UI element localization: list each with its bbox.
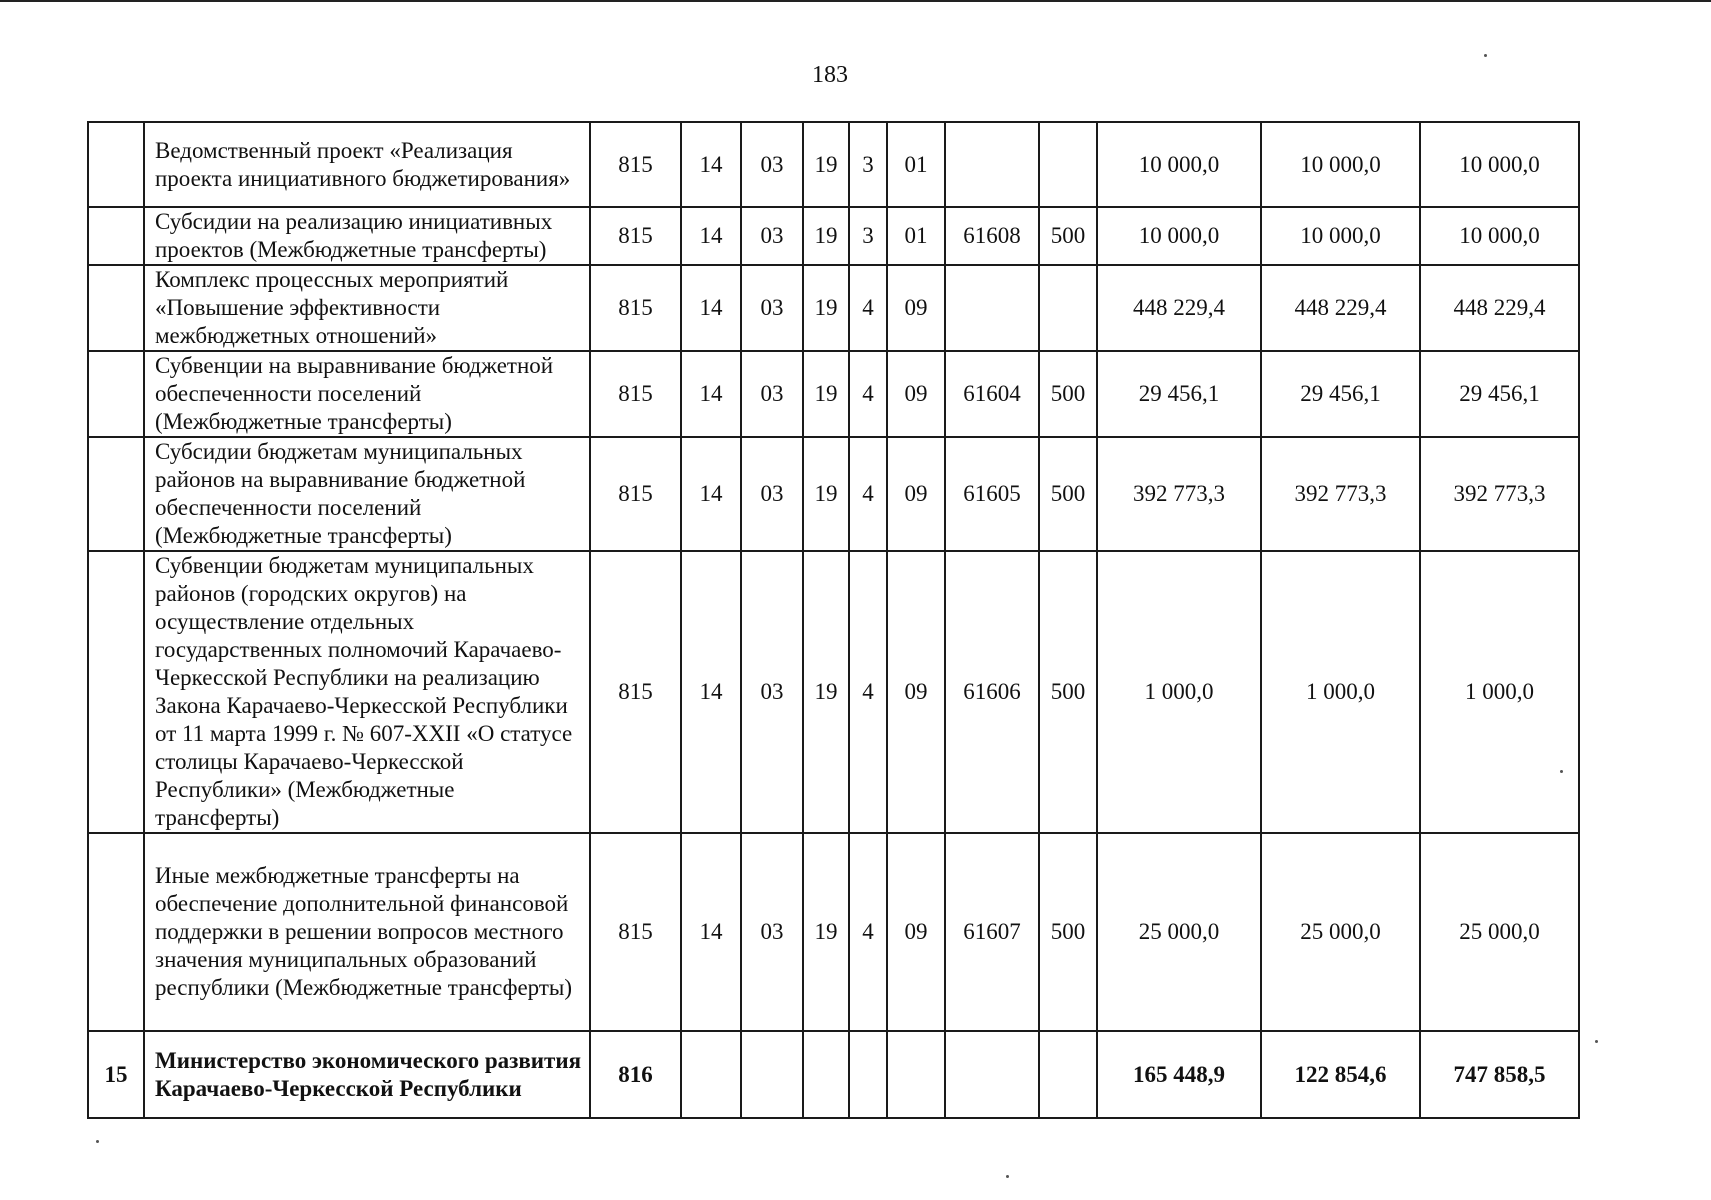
amount-3: 1 000,0 [1420, 551, 1579, 833]
subsection-code [741, 1031, 803, 1118]
expense-type-code [1039, 265, 1097, 351]
top-border-line [0, 0, 1711, 2]
table-row [88, 207, 1579, 265]
program-code: 19 [803, 122, 849, 207]
section-code: 14 [681, 437, 741, 551]
subprogram-code: 4 [849, 551, 887, 833]
direction-code: 61605 [945, 437, 1039, 551]
dept-code: 815 [590, 122, 681, 207]
event-code: 09 [887, 551, 945, 833]
program-code: 19 [803, 351, 849, 437]
subsection-code: 03 [741, 551, 803, 833]
subsection-code: 03 [741, 122, 803, 207]
amount-1: 25 000,0 [1097, 833, 1261, 1031]
expense-type-code [1039, 122, 1097, 207]
table-row [88, 122, 1579, 207]
direction-code: 61606 [945, 551, 1039, 833]
amount-2: 29 456,1 [1261, 351, 1420, 437]
amount-2: 25 000,0 [1261, 833, 1420, 1031]
scan-speck [1560, 770, 1563, 773]
amount-3: 10 000,0 [1420, 122, 1579, 207]
amount-1: 1 000,0 [1097, 551, 1261, 833]
table-row [88, 551, 1579, 833]
subprogram-code: 3 [849, 122, 887, 207]
program-code: 19 [803, 265, 849, 351]
table-row [88, 351, 1579, 437]
direction-code: 61607 [945, 833, 1039, 1031]
amount-3: 25 000,0 [1420, 833, 1579, 1031]
program-code: 19 [803, 437, 849, 551]
row-name: Субвенции на выравнивание бюджетной обеспеченности поселений (Межбюджетные трансферты) [144, 351, 590, 437]
subprogram-code: 4 [849, 351, 887, 437]
subprogram-code: 3 [849, 207, 887, 265]
expense-type-code: 500 [1039, 551, 1097, 833]
row-number [88, 437, 144, 551]
amount-1: 10 000,0 [1097, 122, 1261, 207]
table-row [88, 437, 1579, 551]
amount-3: 747 858,5 [1420, 1031, 1579, 1118]
page-number: 183 [812, 62, 848, 88]
section-code: 14 [681, 122, 741, 207]
program-code: 19 [803, 207, 849, 265]
row-name: Ведомственный проект «Реализация проекта инициативного бюджетирования» [144, 122, 590, 207]
section-code: 14 [681, 207, 741, 265]
scan-speck [1595, 1040, 1598, 1043]
row-number [88, 122, 144, 207]
amount-2: 122 854,6 [1261, 1031, 1420, 1118]
amount-1: 448 229,4 [1097, 265, 1261, 351]
scan-speck [1484, 54, 1487, 57]
subsection-code: 03 [741, 351, 803, 437]
amount-3: 29 456,1 [1420, 351, 1579, 437]
amount-1: 10 000,0 [1097, 207, 1261, 265]
direction-code [945, 1031, 1039, 1118]
direction-code: 61604 [945, 351, 1039, 437]
subprogram-code: 4 [849, 265, 887, 351]
section-code [681, 1031, 741, 1118]
dept-code: 815 [590, 351, 681, 437]
expense-type-code: 500 [1039, 351, 1097, 437]
dept-code: 815 [590, 207, 681, 265]
amount-2: 1 000,0 [1261, 551, 1420, 833]
table-row [88, 833, 1579, 1031]
dept-code: 815 [590, 265, 681, 351]
event-code: 09 [887, 265, 945, 351]
amount-3: 392 773,3 [1420, 437, 1579, 551]
row-name: Субсидии на реализацию инициативных проектов (Межбюджетные трансферты) [144, 207, 590, 265]
row-name: Субвенции бюджетам муниципальных районов (городских округов) на осуществление отдельных государственных полномочий Карачаево-Черкесской Республики на реализацию Закона Карачаево-Черкесской Республики от 11 марта 1999 г. № 607-XXII «О статусе столицы Карачаево-Черкесской Республики» (Межбюджетные трансферты) [144, 551, 590, 833]
event-code: 09 [887, 351, 945, 437]
direction-code [945, 265, 1039, 351]
section-code: 14 [681, 265, 741, 351]
scan-speck [96, 1140, 99, 1143]
program-code: 19 [803, 833, 849, 1031]
amount-2: 10 000,0 [1261, 122, 1420, 207]
subsection-code: 03 [741, 265, 803, 351]
row-name: Субсидии бюджетам муниципальных районов на выравнивание бюджетной обеспеченности поселений (Межбюджетные трансферты) [144, 437, 590, 551]
subsection-code: 03 [741, 437, 803, 551]
row-name: Министерство экономического развития Карачаево-Черкесской Республики [144, 1031, 590, 1118]
row-number [88, 551, 144, 833]
scan-speck [1006, 1175, 1009, 1178]
row-number [88, 351, 144, 437]
section-code: 14 [681, 351, 741, 437]
row-number [88, 833, 144, 1031]
row-name: Комплекс процессных мероприятий «Повышение эффективности межбюджетных отношений» [144, 265, 590, 351]
subsection-code: 03 [741, 833, 803, 1031]
program-code: 19 [803, 551, 849, 833]
row-number: 15 [88, 1031, 144, 1118]
budget-table [87, 121, 1580, 1119]
amount-1: 29 456,1 [1097, 351, 1261, 437]
row-number [88, 265, 144, 351]
direction-code [945, 122, 1039, 207]
event-code: 01 [887, 122, 945, 207]
amount-1: 392 773,3 [1097, 437, 1261, 551]
subprogram-code: 4 [849, 833, 887, 1031]
event-code: 09 [887, 437, 945, 551]
expense-type-code [1039, 1031, 1097, 1118]
amount-3: 448 229,4 [1420, 265, 1579, 351]
direction-code: 61608 [945, 207, 1039, 265]
amount-2: 392 773,3 [1261, 437, 1420, 551]
dept-code: 816 [590, 1031, 681, 1118]
amount-2: 448 229,4 [1261, 265, 1420, 351]
section-code: 14 [681, 833, 741, 1031]
amount-2: 10 000,0 [1261, 207, 1420, 265]
expense-type-code: 500 [1039, 833, 1097, 1031]
dept-code: 815 [590, 833, 681, 1031]
subprogram-code: 4 [849, 437, 887, 551]
subprogram-code [849, 1031, 887, 1118]
subsection-code: 03 [741, 207, 803, 265]
dept-code: 815 [590, 437, 681, 551]
event-code [887, 1031, 945, 1118]
expense-type-code: 500 [1039, 437, 1097, 551]
table-row [88, 265, 1579, 351]
expense-type-code: 500 [1039, 207, 1097, 265]
program-code [803, 1031, 849, 1118]
section-code: 14 [681, 551, 741, 833]
table-row [88, 1031, 1579, 1118]
event-code: 01 [887, 207, 945, 265]
row-name: Иные межбюджетные трансферты на обеспечение дополнительной финансовой поддержки в решении вопросов местного значения муниципальных образований республики (Межбюджетные трансферты) [144, 833, 590, 1031]
dept-code: 815 [590, 551, 681, 833]
event-code: 09 [887, 833, 945, 1031]
amount-1: 165 448,9 [1097, 1031, 1261, 1118]
row-number [88, 207, 144, 265]
amount-3: 10 000,0 [1420, 207, 1579, 265]
